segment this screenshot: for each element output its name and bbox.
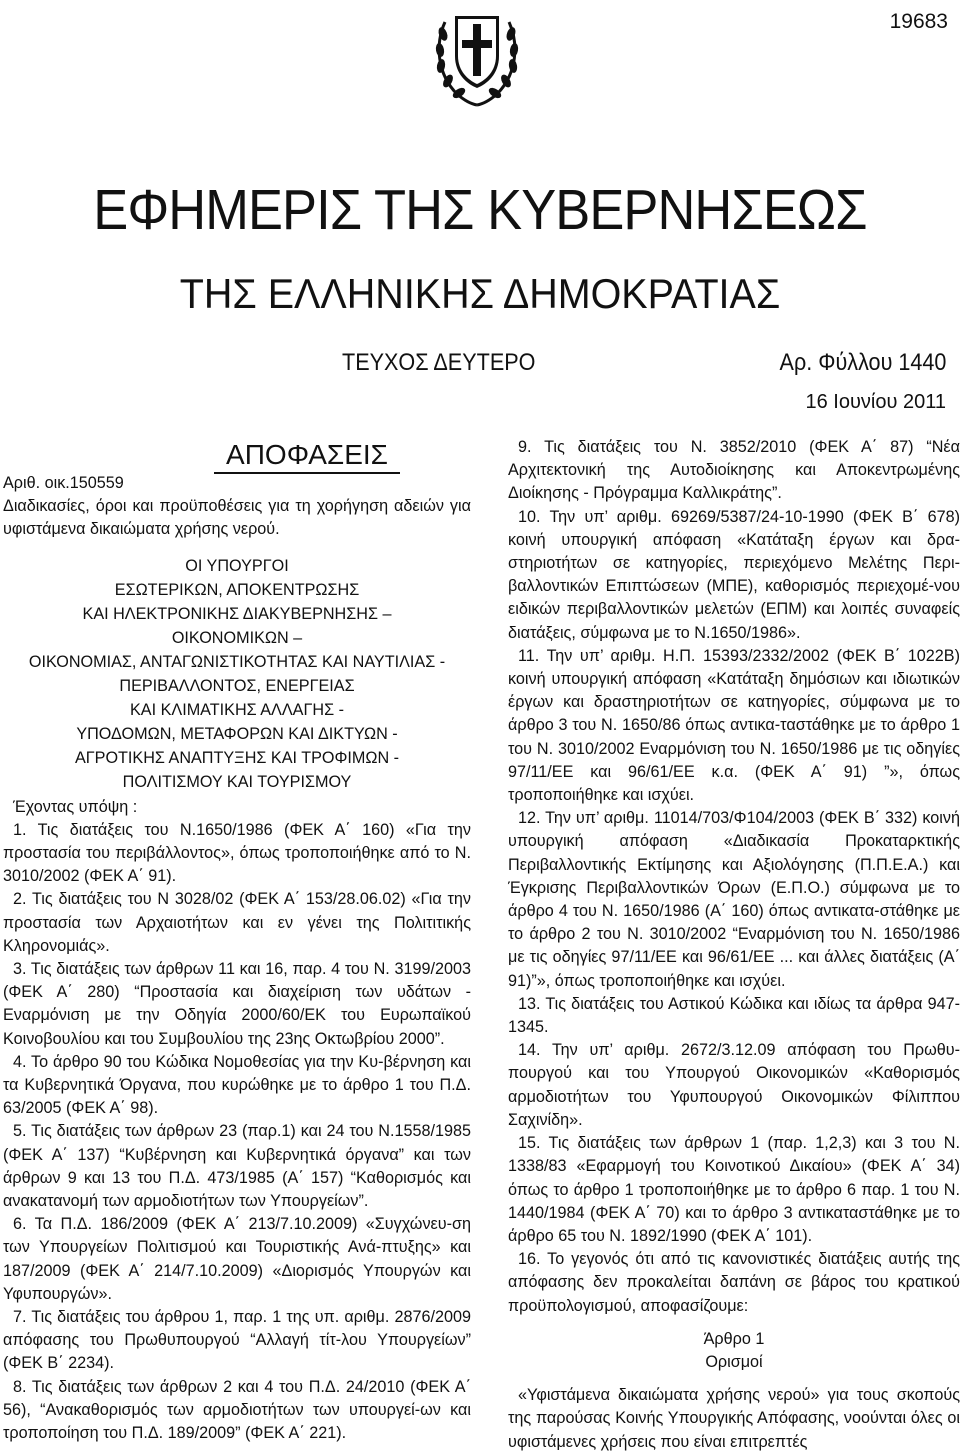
recital-item: 4. Το άρθρο 90 του Κώδικα Νομοθεσίας για την Κυ-βέρνηση και τα Κυβερνητικά Όργανα, που κυρώθηκε με το άρθρο 1 του Π.Δ. 63/2005 (ΦΕΚ Α΄ 98).: [3, 1052, 471, 1118]
minister-line: ΟΙΚΟΝΟΜΙΚΩΝ –: [171, 628, 303, 647]
minister-line: ΟΙ ΥΠΟΥΡΓΟΙ: [185, 556, 289, 575]
recital-item: 7. Τις διατάξεις του άρθρου 1, παρ. 1 της υπ. αριθμ. 2876/2009 απόφασης του Πρωθυπουργού “Αλλαγή τίτ-λου Υπουργείων” (ΦΕΚ Β΄ 2234).: [3, 1308, 471, 1373]
minister-line: ΥΠΟΔΟΜΩΝ, ΜΕΤΑΦΟΡΩΝ ΚΑΙ ΔΙΚΤΥΩΝ -: [76, 724, 398, 743]
recital-item: 12. Την υπ’ αριθμ. 11014/703/Φ104/2003 (ΦΕΚ Β΄ 332) κοινή υπουργική απόφαση «Διαδικασία Προκαταρκτικής Περιβαλλοντικής Εκτίμησης και Αξιολόγησης (Π.Π.Ε.Α.) και Έγκρισης Περιβαλλοντικών Όρων (Ε.Π.Ο.) σύμφωνα με το άρθρο 4 του Ν. 1650/1986 (Α΄ 160) όπως αντικατα-στάθηκε με το άρθρο 2 του Ν. 3010/2002 “Εναρμόνιση του Ν. 1650/1986 με τις οδηγίες 97/11/ΕΕ και 96/61/ΕΕ ... και άλλες διατάξεις (Α΄ 91)”», όπως τροποποιήθηκε και ισχύει.: [508, 809, 960, 990]
minister-line: ΠΟΛΙΤΙΣΜΟΥ ΚΑΙ ΤΟΥΡΙΣΜΟΥ: [122, 772, 352, 791]
gazette-title: ΕΦΗΜΕΡΙΣ ΤΗΣ ΚΥΒΕΡΝΗΣΕΩΣ: [93, 178, 867, 242]
recital-item: 10. Την υπ’ αριθμ. 69269/5387/24-10-1990 (ΦΕΚ Β΄ 678) κοινή υπουργική απόφαση «Κατάταξη έργων και δρα-στηριοτήτων σε κατηγορίες, περιεχόμενο Μελέτης Περι-βαλλοντικών Επιπτώσεων (ΜΠΕ), καθορισμός περιεχομέ-νου ειδικών περιβαλλοντικών μελετών (ΕΠΜ) και λοιπές συναφείς διατάξεις, σύμφωνα με το Ν.1650/1986».: [508, 507, 960, 642]
article-title: Ορισμοί: [705, 1352, 763, 1371]
article-number: Άρθρο 1: [703, 1329, 765, 1348]
having-regard: Έχοντας υπόψη :: [13, 797, 138, 816]
issue-date: 16 Ιουνίου 2011: [805, 391, 946, 413]
gazette-subtitle: ΤΗΣ ΕΛΛΗΝΙΚΗΣ ΔΗΜΟΚΡΑΤΙΑΣ: [179, 270, 781, 317]
recital-item: 2. Τις διατάξεις του Ν 3028/02 (ΦΕΚ Α΄ 153/28.06.02) «Για την προστασία των Αρχαιοτήτων και εν γένει της Πολιτιτικής Κληρονομιάς».: [3, 890, 471, 955]
recital-item: 5. Τις διατάξεις των άρθρων 23 (παρ.1) και 24 του Ν.1558/1985 (ΦΕΚ Α΄ 137) “Κυβέρνηση και Κυβερνητικά όργανα” και των άρθρων 9 και 13 του Π.Δ. 473/1985 (Α΄ 157) “Καθορισμός και ανακατανομή των αρμοδιοτήτων των Υπουργείων”.: [3, 1122, 471, 1211]
recital-item: 11. Την υπ’ αριθμ. Η.Π. 15393/2332/2002 (ΦΕΚ Β΄ 1022Β) κοινή υπουργική απόφαση «Κατάταξη δημόσιων και ιδιωτικών έργων και δραστηριοτήτων σε κατηγορίες, σύμφωνα με το άρθρο 3 του Ν. 1650/86 όπως αντικα-ταστάθηκε με το άρθρο 1 του Ν. 3010/2002 Εναρμόνιση του Ν. 1650/1986 με τις οδηγίες 97/11/ΕΕ και 96/61/ΕΕ κ.α. (ΦΕΚ Α΄ 91) ”», όπως τροποποιήθηκε και ισχύει.: [508, 646, 960, 805]
section-heading: [143, 438, 471, 474]
recital-item: 16. Το γεγονός ότι από τις κανονιστικές διατάξεις αυτής της απόφασης δεν προκαλείται δαπάνη σε βάρος του κρατικού προϋπολογισμού, αποφασίζουμε:: [508, 1250, 960, 1315]
reference-number: Αριθ. οικ.150559: [3, 474, 124, 492]
ministers-block: [3, 554, 471, 794]
recital-item: 13. Τις διατάξεις του Αστικού Κώδικα και ιδίως τα άρθρα 947-1345.: [508, 994, 960, 1037]
page-number: 19683: [889, 10, 948, 33]
minister-line: ΟΙΚΟΝΟΜΙΑΣ, ΑΝΤΑΓΩΝΙΣΤΙΚΟΤΗΤΑΣ ΚΑΙ ΝΑΥΤΙΛΙΑΣ -: [28, 652, 446, 671]
recital-item: 3. Τις διατάξεις των άρθρων 11 και 16, παρ. 4 του Ν. 3199/2003 (ΦΕΚ Α΄ 280) “Προστασία και διαχείριση των υδάτων - Εναρμόνιση με την Οδηγία 2000/60/ΕΚ του Ευρωπαϊκού Κοινοβουλίου και του Συμβουλίου της 23ης Οκτωβρίου 2000”.: [3, 960, 471, 1048]
left-column: [3, 436, 471, 1445]
recital-item: 6. Τα Π.Δ. 186/2009 (ΦΕΚ Α΄ 213/7.10.2009) «Συγχώνευ-ση των Υπουργείων Πολιτισμού και Τουριστικής Ανά-πτυξης» και 187/2009 (ΦΕΚ Α΄ 214/7.10.2009) «Διορισμός Υπουργών και Υφυπουργών».: [3, 1215, 471, 1303]
recital-item: 8. Τις διατάξεις των άρθρων 2 και 4 του Π.Δ. 24/2010 (ΦΕΚ Α΄ 56), “Ανακαθορισμός των αρμοδιοτήτων των υπουργεί-ων και τροποποίηση του Π.Δ. 189/2009” (ΦΕΚ Α΄ 221).: [3, 1377, 471, 1443]
recital-item: 15. Τις διατάξεις των άρθρων 1 (παρ. 1,2,3) και 3 του Ν. 1338/83 «Εφαρμογή του Κοινοτικού Δικαίου» (ΦΕΚ Α΄ 34) όπως το άρθρο 1 τροποποιήθηκε με το άρθρο 6 παρ. 1 του Ν. 1440/1984 (ΦΕΚ Α΄ 70) και το άρθρο 3 αντικαταστάθηκε με το άρθρο 65 του Ν. 1892/1990 (ΦΕΚ Α΄ 101).: [508, 1134, 960, 1245]
minister-line: ΑΓΡΟΤΙΚΗΣ ΑΝΑΠΤΥΞΗΣ ΚΑΙ ΤΡΟΦΙΜΩΝ -: [74, 748, 400, 767]
article-text: «Υφιστάμενα δικαιώματα χρήσης νερού» για τους σκοπούς της παρούσας Κοινής Υπουργικής Απόφασης, νοούνται όλες οι υφιστάμενες χρήσεις που είναι επιτρεπτές: [508, 1386, 960, 1451]
recital-item: 9. Τις διατάξεις του Ν. 3852/2010 (ΦΕΚ Α΄ 87) “Νέα Αρχιτεκτονική της Αυτοδιοίκησης και Αποκεντρωμένης Διοίκησης - Πρόγραμμα Καλλικράτης”.: [508, 438, 960, 503]
issue-type: ΤΕΥΧΟΣ ΔΕΥΤΕΡΟ: [342, 349, 536, 376]
decision-subject: Διαδικασίες, όροι και προϋποθέσεις για τη χορήγηση αδειών για υφιστάμενα δικαιώματα χρήσης νερού.: [3, 497, 471, 539]
minister-line: ΠΕΡΙΒΑΛΛΟΝΤΟΣ, ΕΝΕΡΓΕΙΑΣ: [119, 676, 355, 695]
coat-of-arms-emblem: [431, 4, 523, 108]
minister-line: ΚΑΙ ΚΛΙΜΑΤΙΚΗΣ ΑΛΛΑΓΗΣ -: [130, 700, 344, 719]
recital-item: 1. Τις διατάξεις του Ν.1650/1986 (ΦΕΚ Α΄ 160) «Για την προστασία του περιβάλλοντος», όπως τροποποιήθηκε από το Ν. 3010/2002 (ΦΕΚ Α΄ 91).: [3, 820, 471, 886]
minister-line: ΚΑΙ ΗΛΕΚΤΡΟΝΙΚΗΣ ΔΙΑΚΥΒΕΡΝΗΣΗΣ –: [82, 604, 392, 623]
recital-item: 14. Την υπ’ αριθμ. 2672/3.12.09 απόφαση του Πρωθυ-πουργού και του Υπουργού Οικονομικών «Καθορισμός αρμοδιοτήτων του Υφυπουργού Οικονομικών Φίλιππου Σαχινίδη».: [508, 1041, 960, 1129]
right-column: [508, 436, 960, 1454]
issue-number: Αρ. Φύλλου 1440: [779, 349, 946, 376]
minister-line: ΕΣΩΤΕΡΙΚΩΝ, ΑΠΟΚΕΝΤΡΩΣΗΣ: [114, 580, 360, 599]
section-heading-text: ΑΠΟΦΑΣΕΙΣ: [214, 438, 400, 474]
